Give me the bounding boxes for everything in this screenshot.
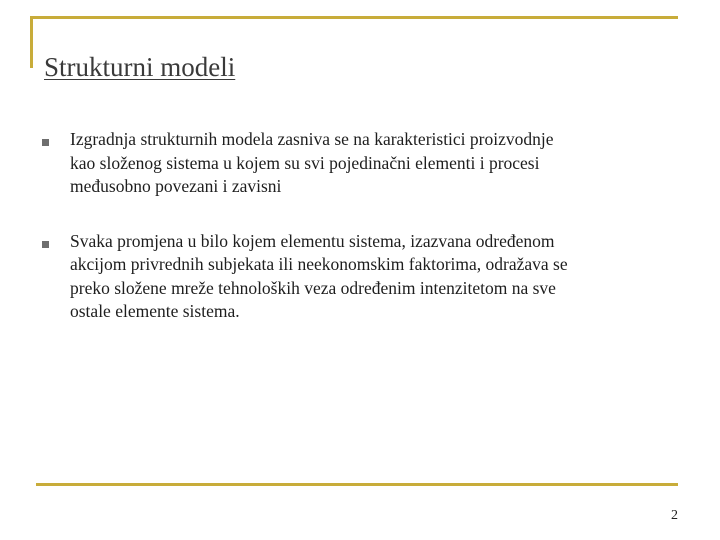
bullet-item (40, 128, 680, 199)
frame-top-line (30, 16, 678, 19)
bullet-line: Izgradnja strukturnih modela zasniva se na karakteristici proizvodnje (70, 129, 554, 149)
square-bullet-icon (42, 241, 49, 248)
frame-left-line (30, 16, 33, 68)
bullet-line: kao složenog sistema u kojem su svi pojedinačni elementi i procesi (70, 152, 540, 173)
bullet-list (40, 128, 680, 355)
frame-bottom-line (36, 483, 678, 486)
bullet-line: međusobno povezani i zavisni (70, 176, 282, 196)
bullet-line: Svaka promjena u bilo kojem elementu sistema, izazvana određenom (70, 230, 555, 251)
bullet-line: preko složene mreže tehnoloških veza određenim intenzitetom na sve (70, 277, 556, 298)
page-number: 2 (671, 508, 678, 523)
bullet-line: akcijom privrednih subjekata ili neekonomskim faktorima, odražava se (70, 254, 568, 274)
bullet-line: ostale elemente sistema. (70, 301, 240, 321)
bullet-item (40, 230, 680, 324)
slide-title: Strukturni modeli (44, 52, 236, 82)
square-bullet-icon (42, 139, 49, 146)
